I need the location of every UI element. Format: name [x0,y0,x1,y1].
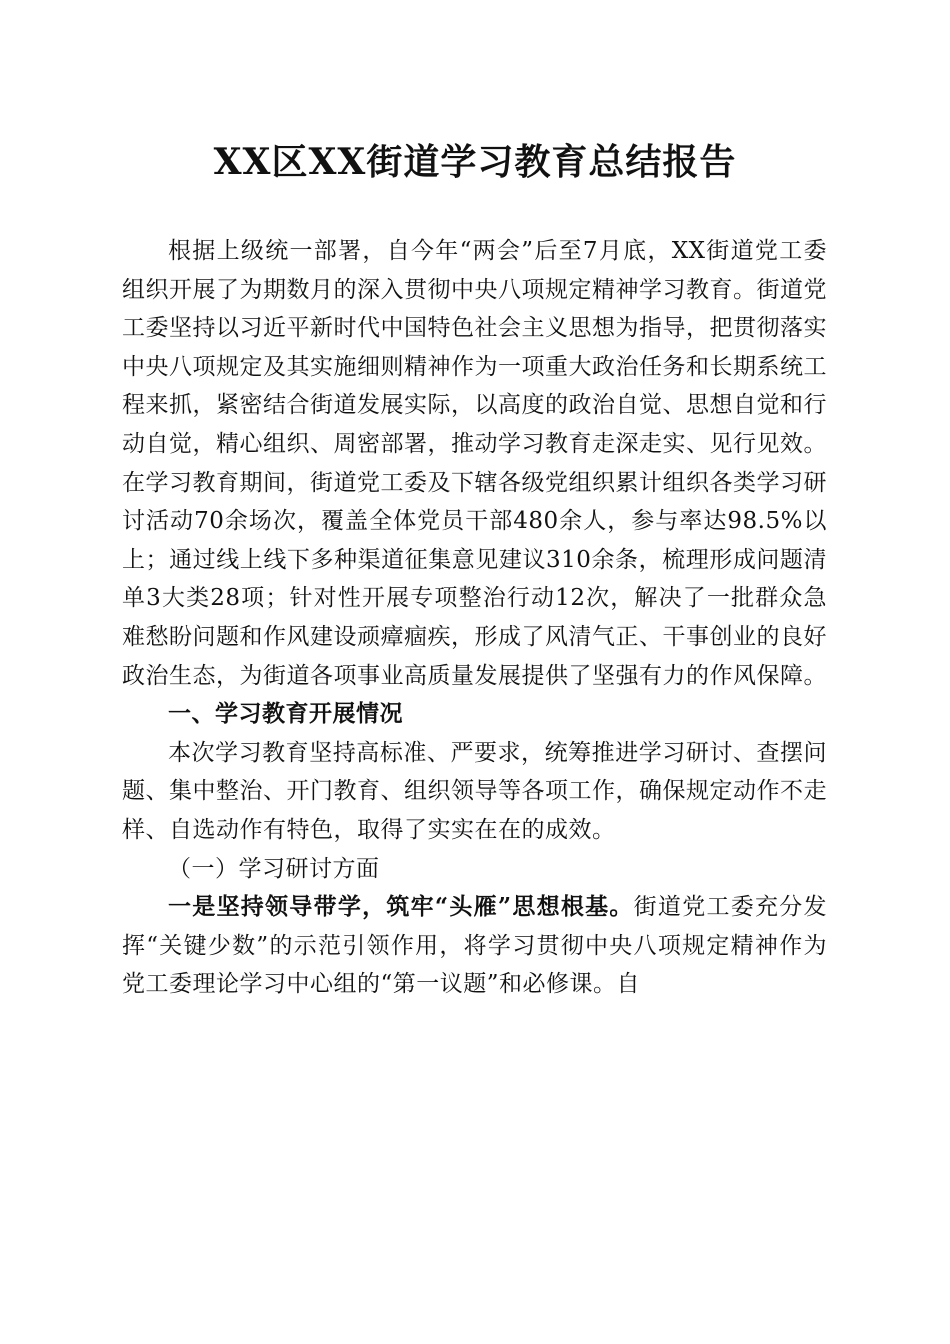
document-title: XX区XX街道学习教育总结报告 [213,141,737,183]
subsection-heading: （一）学习研讨方面 [168,855,380,882]
section-paragraph: 本次学习教育坚持高标准、严要求，统筹推进学习研讨、查摆问题、集中整治、开门教育、组织领导等各项工作，确保规定动作不走样、自选动作有特色，取得了实实在在的成效。 [122,739,827,843]
intro-paragraph: 根据上级统一部署，自今年“两会”后至7月底，XX街道党工委组织开展了为期数月的深入贯彻中央八项规定精神学习教育。街道党工委坚持以习近平新时代中国特色社会主义思想为指导，把贯彻落实中央八项规定及其实施细则精神作为一项重大政治任务和长期系统工程来抓，紧密结合街道发展实际，以高度的政治自觉、思想自觉和行动自觉，精心组织、周密部署，推动学习教育走深走实、见行见效。在学习教育期间，街道党工委及下辖各级党组织累计组织各类学习研讨活动70余场次，覆盖全体党员干部480余人，参与率达98.5%以上；通过线上线下多种渠道征集意见建议310余条，梳理形成问题清单3大类28项；针对性开展专项整治行动12次，解决了一批群众急难愁盼问题和作风建设顽瘴痼疾，形成了风清气正、干事创业的良好政治生态，为街道各项事业高质量发展提供了坚强有力的作风保障。 [122,238,827,689]
document-body [122,232,827,1004]
section-heading: 一、学习教育开展情况 [168,701,403,728]
point-lead: 一是坚持领导带学，筑牢“头雁”思想根基。 [168,893,634,921]
point-text: 街道党工委充分发挥“关键少数”的示范引领作用，将学习贯彻中央八项规定精神作为党工委理论学习中心组的“第一议题”和必修课。自 [122,894,827,998]
point-paragraph [122,888,827,1004]
